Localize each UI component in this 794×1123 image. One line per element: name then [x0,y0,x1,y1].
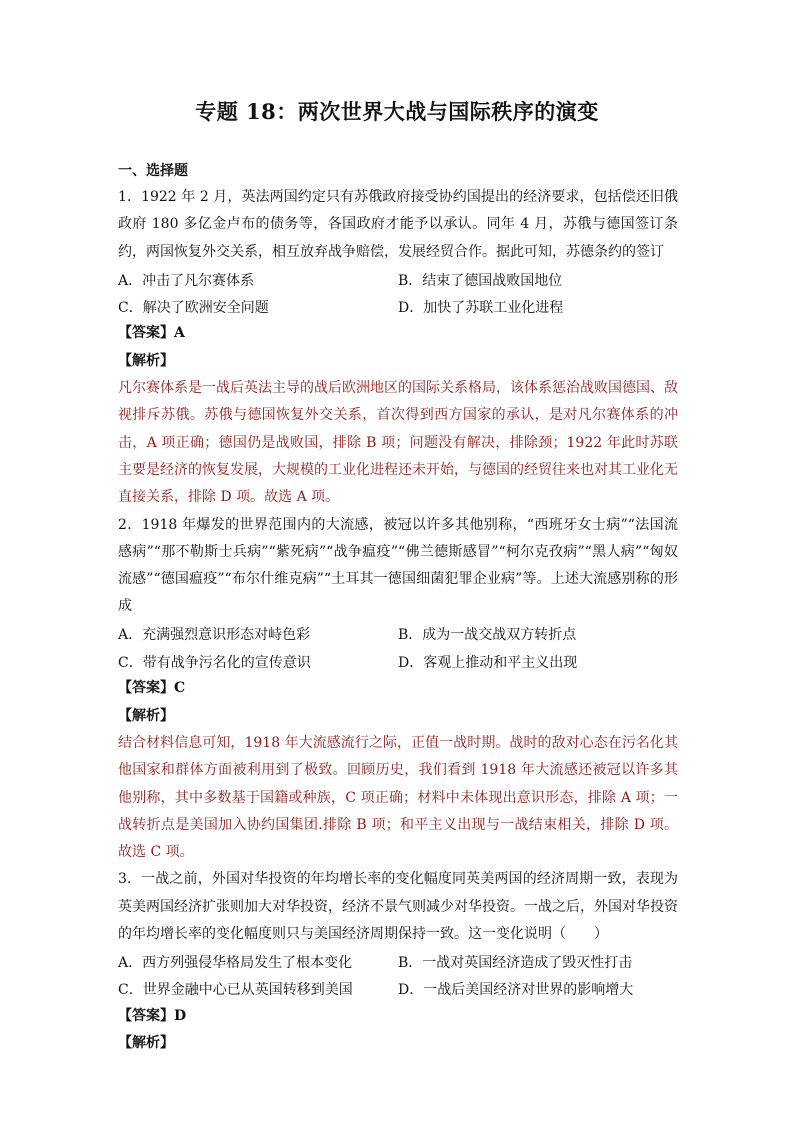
option-a: A．冲击了凡尔赛体系 [118,272,255,289]
answer-value: C [174,680,186,697]
question-stem: 3．一战之前，外国对华投资的年均增长率的变化幅度同英美两国的经济周期一致，表现为英美两国经济扩张则加大对华投资，经济不景气则减少对华投资。一战之后，外国对华投资的年均增长率的变化幅度则只与美国经济周期保持一致。这一变化说明（ ） [118,871,678,943]
answer-label: 【答案】 [118,325,174,342]
answer-line [118,320,678,347]
options-row [118,976,678,1003]
question-stem: 1．1922 年 2 月，英法两国约定只有苏俄政府接受协约国提出的经济要求，包括偿还旧俄政府 180 多亿金卢布的债务等，各国政府才能予以承认。同年 4 月，苏俄与德国签订条约，两国恢复外交关系，相互放弃战争赔偿，发展经贸合作。据此可知，苏德条约的签订 [118,189,678,260]
questions-container [118,184,678,1058]
answer-line [118,675,678,702]
analysis-label: 【解析】 [118,707,174,724]
option-c: C．解决了欧洲安全问题 [118,299,269,316]
options-row [118,266,678,293]
options-row [118,621,678,648]
option-b: B．一战对英国经济造成了毁灭性打击 [398,954,633,971]
option-d: D．一战后美国经济对世界的影响增大 [398,982,634,999]
question-1 [118,184,678,512]
section-heading: 一、选择题 [118,163,188,179]
option-a: A．西方列强侵华格局发生了根本变化 [118,954,353,971]
question-stem: 2．1918 年爆发的世界范围内的大流感，被冠以许多其他别称，“西班牙女士病”“法国流感病”“那不勒斯士兵病”“紫死病”“战争瘟疫”“佛兰德斯感冒”“柯尔克孜病”“黑人病”“匈奴流感”“德国瘟疫”“布尔什维克病”“土耳其一德国细菌犯罪企业病”等。上述大流感别称的形成 [118,516,678,615]
options-row [118,948,678,975]
option-b: B．成为一战交战双方转折点 [398,627,577,644]
option-d: D．加快了苏联工业化进程 [398,299,564,316]
options-row [118,293,678,320]
option-a: A．充满强烈意识形态对峙色彩 [118,627,311,644]
option-d: D．客观上推动和平主义出现 [398,654,578,671]
options-row [118,648,678,675]
answer-label: 【答案】 [118,1007,174,1024]
analysis-label: 【解析】 [118,1035,174,1052]
question-3 [118,866,678,1057]
page-title: 专题 18：两次世界大战与国际秩序的演变 [195,99,599,124]
option-c: C．带有战争污名化的宣传意识 [118,654,311,671]
question-2 [118,512,678,867]
answer-value: D [174,1007,187,1024]
answer-line [118,1003,678,1030]
answer-value: A [174,325,185,342]
explanation-text: 结合材料信息可知，1918 年大流感流行之际，正值一战时期。战时的敌对心态在污名化其他国家和群体方面被利用到了极致。回顾历史，我们看到 1918 年大流感还被冠以许多其他别称，其中多数基于国籍或种族，C 项正确；材料中未体现出意识形态，排除 A 项；一战转折点是美国加入协约国集团.排除 B 项；和平主义出现与一战结束相关，排除 D 项。故选 C 项。 [118,734,678,861]
analysis-label: 【解析】 [118,352,174,369]
option-b: B．结束了德国战败国地位 [398,272,563,289]
option-c: C．世界金融中心已从英国转移到美国 [118,982,353,999]
answer-label: 【答案】 [118,680,174,697]
explanation-text: 凡尔赛体系是一战后英法主导的战后欧洲地区的国际关系格局，该体系惩治战败国德国、敌视排斥苏俄。苏俄与德国恢复外交关系，首次得到西方国家的承认，是对凡尔赛体系的冲击，A 项正确；德国仍是战败国，排除 B 项；问题没有解决，排除颈；1922 年此时苏联主要是经济的恢复发展，大规模的工业化进程还未开始，与德国的经贸往来也对其工业化无直接关系，排除 D 项。故选 A 项。 [118,380,678,506]
